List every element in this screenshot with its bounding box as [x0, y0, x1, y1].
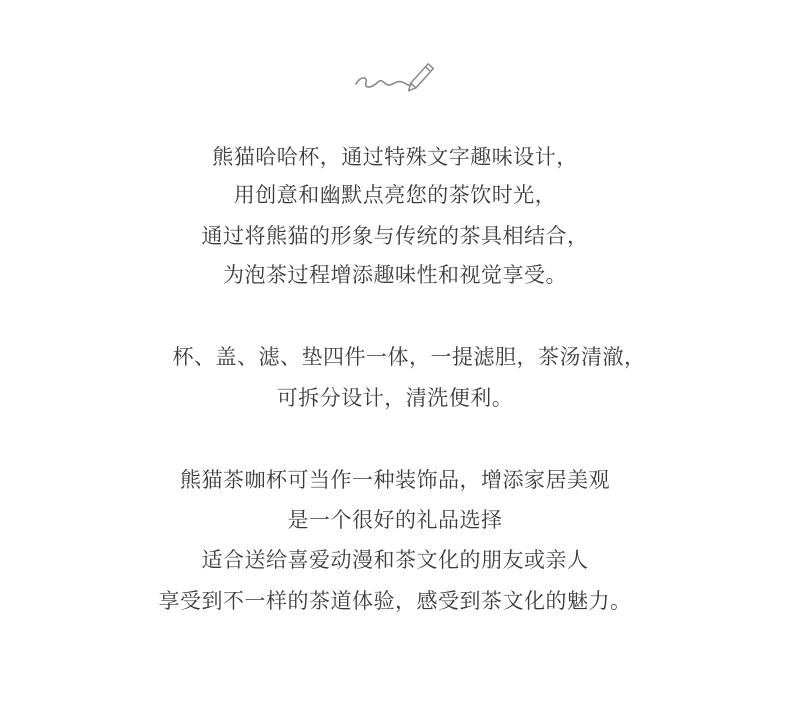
- text-line: 用创意和幽默点亮您的茶饮时光，: [233, 183, 557, 207]
- text-line: 通过将熊猫的形象与传统的茶具相结合，: [201, 224, 589, 248]
- text-line: 杯、盖、滤、垫四件一体，一提滤胆，茶汤清澈，: [172, 345, 646, 369]
- text-line: 熊猫哈哈杯，通过特殊文字趣味设计，: [212, 145, 578, 169]
- text-line: 适合送给喜爱动漫和茶文化的朋友或亲人: [201, 548, 589, 572]
- text-line: 可拆分设计，清洗便利。: [276, 386, 514, 410]
- text-line: 享受到不一样的茶道体验，感受到茶文化的魅力。: [158, 589, 632, 613]
- pen-scribble-icon: [352, 58, 440, 96]
- text-line: 熊猫茶咖杯可当作一种装饰品，增添家居美观: [180, 468, 610, 492]
- text-line: 是一个很好的礼品选择: [287, 508, 503, 532]
- text-line: 为泡茶过程增添趣味性和视觉享受。: [223, 263, 567, 287]
